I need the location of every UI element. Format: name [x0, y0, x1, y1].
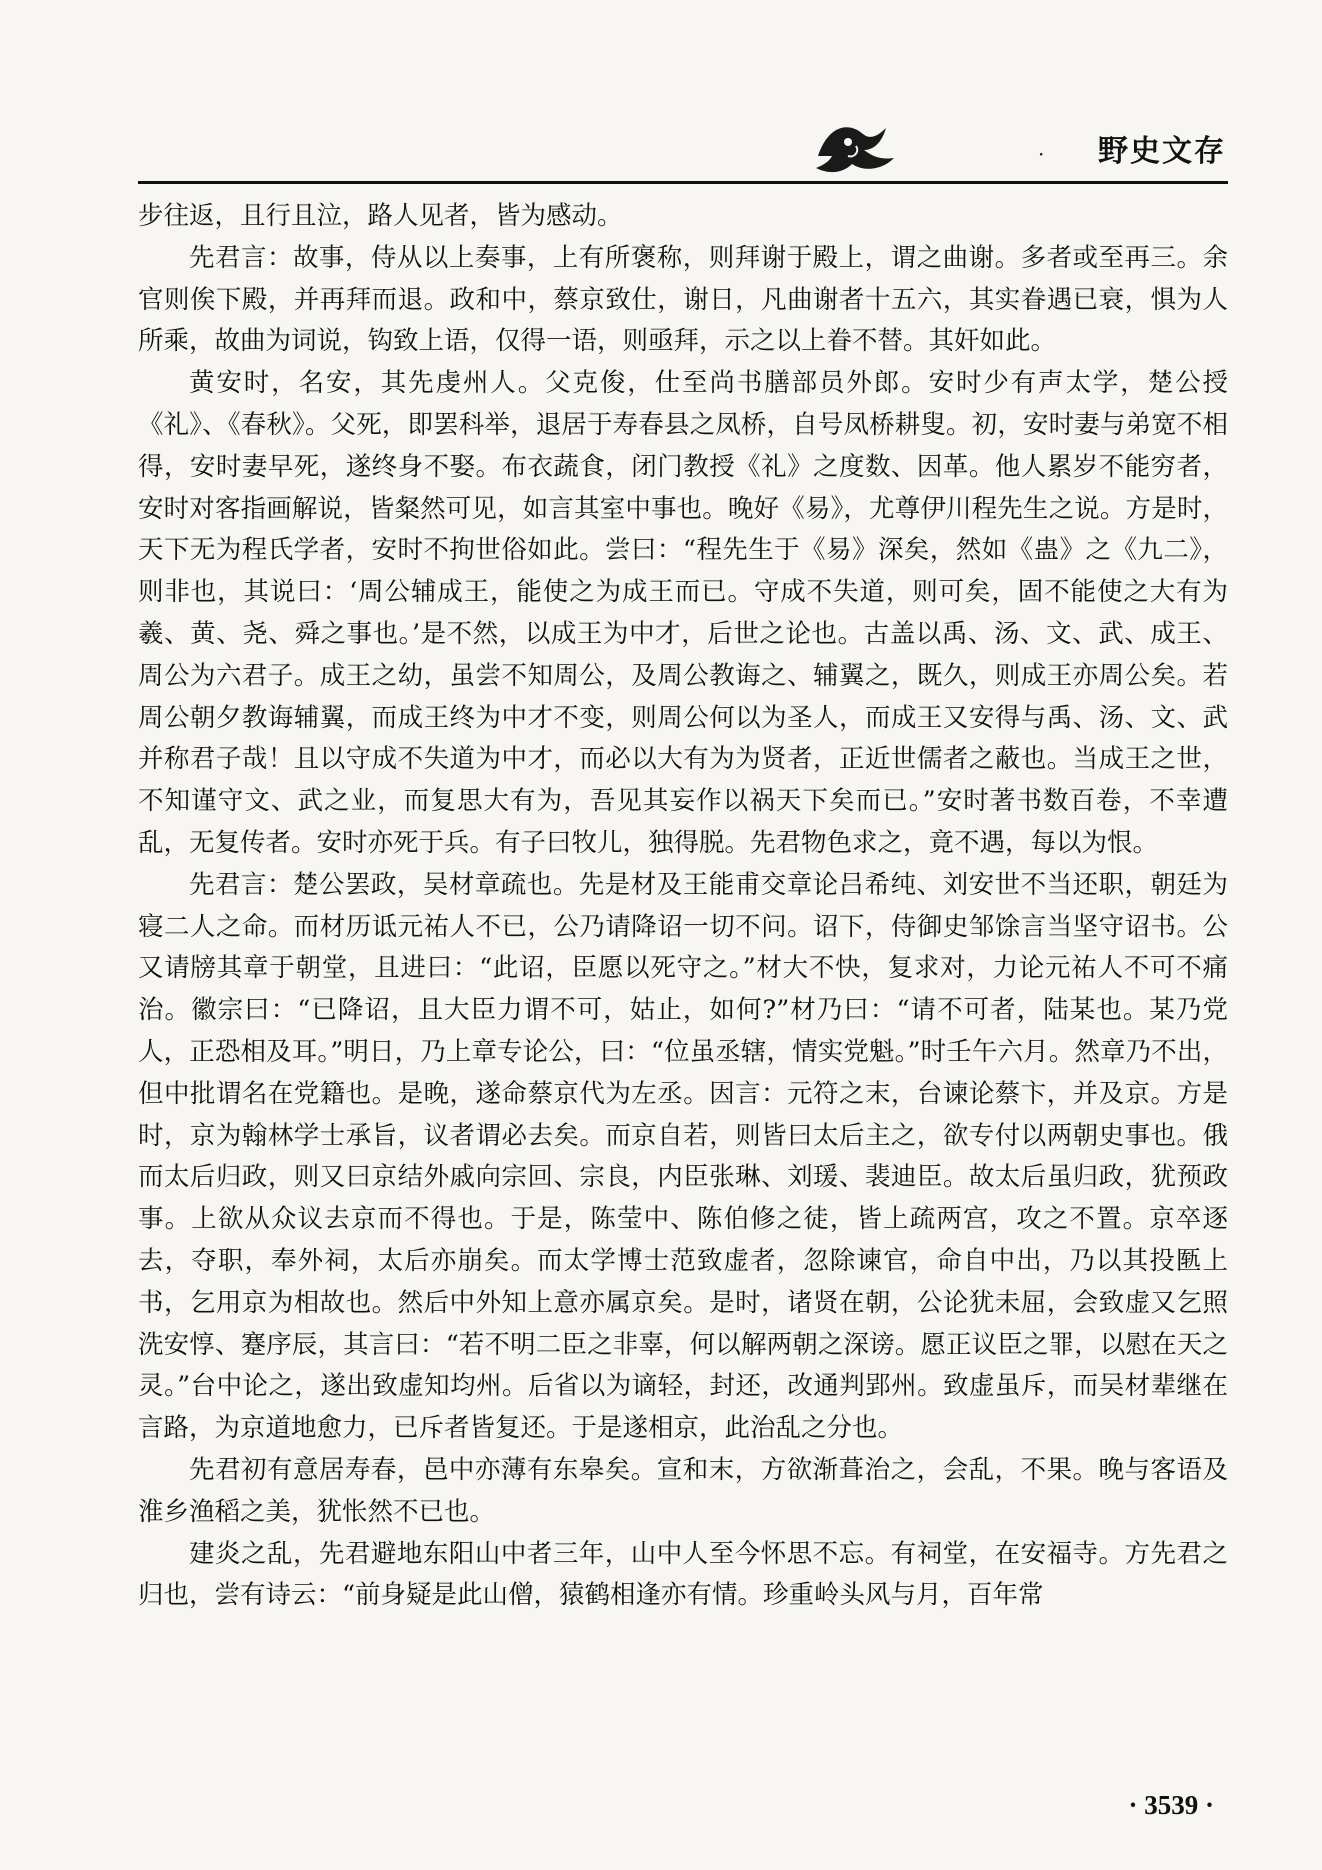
paragraph: 先君初有意居寿春，邑中亦薄有东皋矣。宣和末，方欲渐葺治之，会乱，不果。晚与客语及淮乡渔稻之美，犹怅然不已也。 — [138, 1454, 1228, 1527]
header-dot: · — [1038, 142, 1045, 166]
paragraph: 黄安时，名安，其先虔州人。父克俊，仕至尚书膳部员外郎。安时少有声太学，楚公授《礼》、《春秋》。父死，即罢科举，退居于寿春县之凤桥，自号凤桥耕叟。初，安时妻与弟宽不相得，安时妻早死，遂终身不娶。布衣蔬食，闭门教授《礼》之度数、因革。他人累岁不能穷者，安时对客指画解说，皆粲然可见，如言其室中事也。晚好《易》，尤尊伊川程先生之说。方是时，天下无为程氏学者，安时不拘世俗如此。尝曰：“程先生于《易》深矣，然如《蛊》之《九二》，则非也，其说曰：‘周公辅成王，能使之为成王而已。守成不失道，则可矣，固不能使之大有为羲、黄、尧、舜之事也。’是不然，以成王为中才，后世之论也。古盖以禹、汤、文、武、成王、周公为六君子。成王之幼，虽尝不知周公，及周公教诲之、辅翼之，既久，则成王亦周公矣。若周公朝夕教诲辅翼，而成王终为中才不变，则周公何以为圣人，而成王又安得与禹、汤、文、武并称君子哉！且以守成不失道为中才，而必以大有为为贤者，正近世儒者之蔽也。当成王之世，不知谨守文、武之业，而复思大有为，吾见其妄作以祸天下矣而已。”安时著书数百卷，不幸遭乱，无复传者。安时亦死于兵。有子曰牧儿，独得脱。先君物色求之，竟不遇，每以为恨。 — [138, 368, 1228, 858]
header-rule — [138, 181, 1228, 184]
paragraph: 步往返，且行且泣，路人见者，皆为感动。 — [138, 201, 623, 231]
paragraph: 建炎之乱，先君避地东阳山中者三年，山中人至今怀思不忘。有祠堂，在安福寺。方先君之归也，尝有诗云：“前身疑是此山僧，猿鹤相逢亦有情。珍重岭头风与月，百年常 — [138, 1538, 1228, 1611]
paragraph: 先君言：故事，侍从以上奏事，上有所褒称，则拜谢于殿上，谓之曲谢。多者或至再三。余官则俟下殿，并再拜而退。政和中，蔡京致仕，谢日，凡曲谢者十五六，其实眷遇已衰，惧为人所乘，故曲为词说，钩致上语，仅得一语，则亟拜，示之以上眷不替。其奸如此。 — [138, 242, 1228, 357]
page-number: · 3539 · — [1128, 1790, 1214, 1820]
dragon-emblem-icon — [808, 116, 900, 178]
paragraph: 先君言：楚公罢政，吴材章疏也。先是材及王能甫交章论吕希纯、刘安世不当还职，朝廷为寝二人之命。而材历诋元祐人不已，公乃请降诏一切不问。诏下，侍御史邹馀言当坚守诏书。公又请牓其章于朝堂，且进曰：“此诏，臣愿以死守之。”材大不快，复求对，力论元祐人不可不痛治。徽宗曰：“已降诏，且大臣力谓不可，姑止，如何?”材乃曰：“请不可者，陆某也。某乃党人，正恐相及耳。”明日，乃上章专论公，曰：“位虽丞辖，情实党魁。”时壬午六月。然章乃不出，但中批谓名在党籍也。是晚，遂命蔡京代为左丞。因言：元符之末，台谏论蔡卞，并及京。方是时，京为翰林学士承旨，议者谓必去矣。而京自若，则皆曰太后主之，欲专付以两朝史事也。俄而太后归政，则又曰京结外戚向宗回、宗良，内臣张琳、刘瑗、裴迪臣。故太后虽归政，犹预政事。上欲从众议去京而不得也。于是，陈莹中、陈伯修之徒，皆上疏两宫，攻之不置。京卒逐去，夺职，奉外祠，太后亦崩矣。而太学博士范致虚者，忽除谏官，命自中出，乃以其投匦上书，乞用京为相故也。然后中外知上意亦属京矣。是时，诸贤在朝，公论犹未屈，会致虚又乞照洗安惇、蹇序辰，其言曰：“若不明二臣之非辜，何以解两朝之深谤。愿正议臣之罪，以慰在天之灵。”台中论之，遂出致虚知均州。后省以为谪轻，封还，改通判郢州。致虚虽斥，而吴材辈继在言路，为京道地愈力，已斥者皆复还。于是遂相京，此治乱之分也。 — [138, 869, 1228, 1444]
body-text — [138, 196, 1228, 1617]
series-title: 野史文存 — [1098, 134, 1226, 169]
running-header — [138, 112, 1228, 184]
